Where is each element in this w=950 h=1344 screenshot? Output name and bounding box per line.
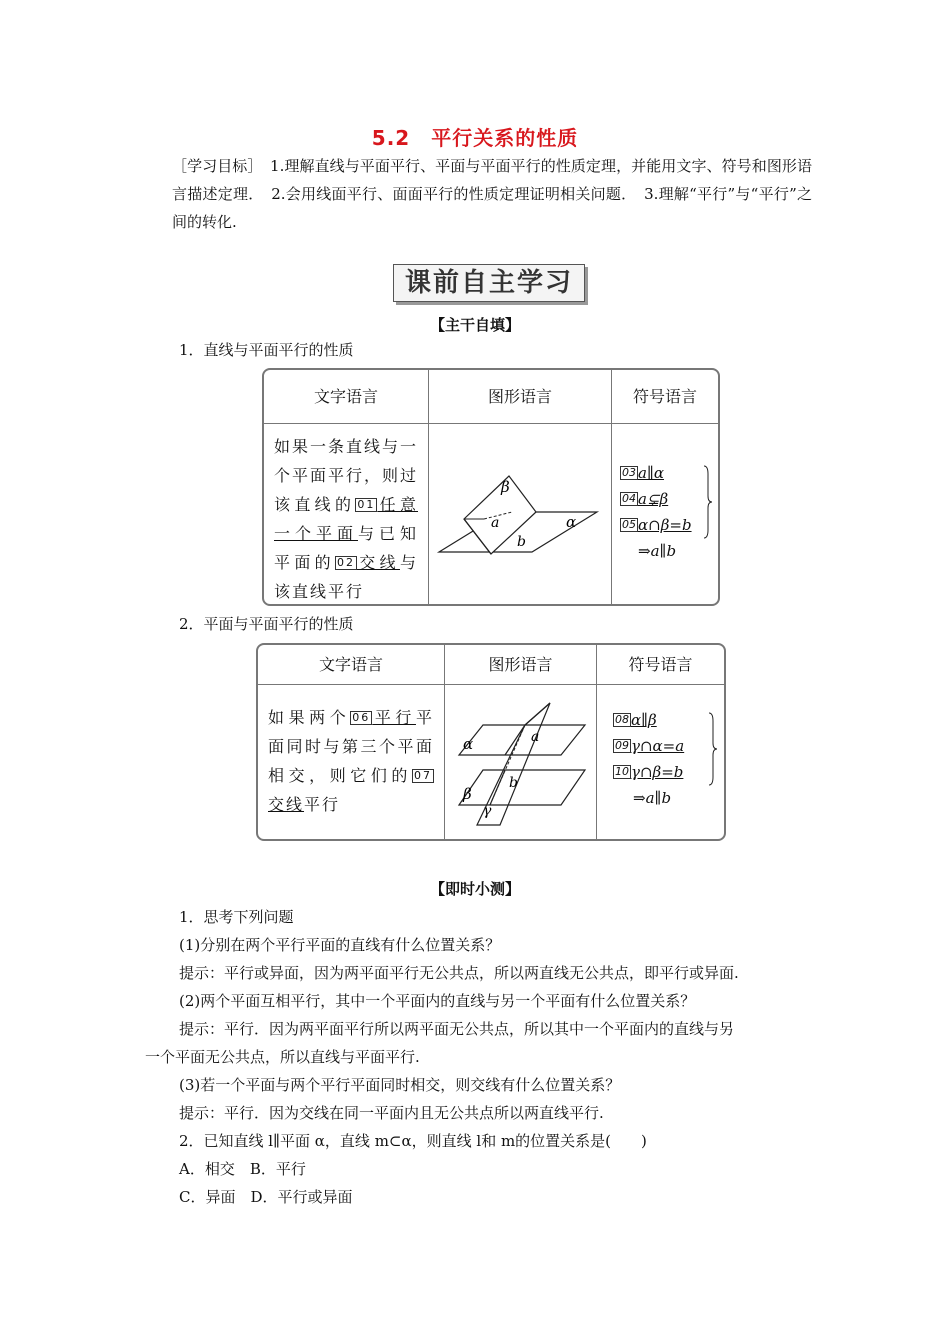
text-part: 平面同时与第三个平面相交，则它们的	[268, 708, 434, 785]
brace-icon	[707, 711, 719, 787]
item-1-heading: 1．直线与平面平行的性质	[179, 341, 354, 359]
quiz-line: 2．已知直线 l∥平面 α，直线 m⊂α，则直线 l和 m的位置关系是( )	[179, 1132, 647, 1150]
blank-number: 08	[615, 713, 629, 726]
symbol-answer: α∩β=b	[638, 516, 692, 534]
header-symbol-language: 符号语言	[612, 370, 718, 424]
quiz-line: 提示：平行．因为两平面平行所以两平面无公共点，所以其中一个平面内的直线与另	[179, 1020, 735, 1038]
plane-plane-diagram	[445, 685, 597, 839]
blank-number: 06	[352, 711, 371, 724]
text-part: 如果两个	[268, 708, 351, 727]
label-beta: β	[463, 785, 472, 803]
blank-number: 07	[414, 769, 432, 782]
quiz-line: (2)两个平面互相平行，其中一个平面内的直线与另一个平面有什么位置关系？	[179, 992, 696, 1010]
symbol-cell	[597, 685, 724, 839]
label-a: a	[531, 729, 540, 745]
header-symbol-language: 符号语言	[597, 645, 724, 685]
header-text-language: 文字语言	[264, 370, 429, 424]
quiz-line: 提示：平行或异面，因为两平面平行无公共点，所以两直线无公共点，即平行或异面.	[179, 964, 739, 982]
label-a: a	[491, 515, 500, 531]
blank-number: 05	[622, 518, 636, 531]
text-part: 与该直线平行	[274, 553, 418, 601]
line-a	[505, 725, 525, 755]
blank-number: 02	[336, 556, 355, 569]
table-line-plane	[262, 368, 720, 606]
blank-number: 04	[622, 492, 636, 505]
blank-answer: 交线	[268, 795, 305, 814]
section-heading-quiz: 【即时小测】	[429, 880, 520, 898]
label-alpha: α	[463, 735, 474, 753]
quiz-line: 提示：平行．因为交线在同一平面内且无公共点所以两直线平行.	[179, 1104, 604, 1122]
figure-cell	[445, 685, 597, 839]
theorem-text	[264, 424, 429, 604]
symbol-answer: a∥α	[638, 464, 665, 482]
label-alpha: α	[566, 513, 577, 531]
learning-objectives: ［学习目标］ 1.理解直线与平面平行、平面与平面平行的性质定理，并能用文字、符号和图形语言描述定理． 2.会用线面平行、面面平行的性质定理证明相关问题． 3.理解“平行”与“平行”之间的转化.	[172, 157, 812, 231]
blank-number: 10	[615, 765, 629, 778]
page-title: 5.2 平行关系的性质	[371, 126, 579, 150]
quiz-line: 一个平面无公共点，所以直线与平面平行.	[145, 1048, 420, 1066]
header-text-language: 文字语言	[258, 645, 445, 685]
quiz-line: (3)若一个平面与两个平行平面同时相交，则交线有什么位置关系？	[179, 1076, 621, 1094]
figure-cell	[429, 424, 612, 604]
symbol-answer: a⊊β	[638, 490, 669, 508]
conclusion: ⇒a∥b	[638, 542, 677, 560]
section-banner: 课前自主学习	[393, 264, 585, 302]
theorem-text	[258, 685, 445, 839]
text-part: 如果一条直线与一个平面平行，则过该直线的	[274, 437, 419, 514]
section-heading-main: 【主干自填】	[429, 316, 520, 334]
symbol-cell	[612, 424, 718, 604]
blank-number: 09	[615, 739, 629, 752]
answer-options: C．异面 D．平行或异面	[179, 1188, 353, 1206]
answer-options: A．相交 B．平行	[179, 1160, 306, 1178]
header-figure-language: 图形语言	[445, 645, 597, 685]
symbol-answer: γ∩α=a	[631, 737, 685, 755]
text-part: 与已知平面的	[274, 524, 418, 572]
blank-answer: 任意一个平面	[274, 495, 418, 543]
blank-answer: 交线	[356, 553, 400, 572]
blank-number: 03	[622, 466, 636, 479]
header-figure-language: 图形语言	[429, 370, 612, 424]
brace-icon	[702, 464, 714, 540]
symbol-answer: γ∩β=b	[631, 763, 684, 781]
blank-answer: 平行	[372, 708, 416, 727]
conclusion: ⇒a∥b	[633, 789, 672, 807]
quiz-line: 1．思考下列问题	[179, 908, 294, 926]
blank-number: 01	[357, 498, 376, 511]
table-plane-plane	[256, 643, 726, 841]
label-gamma: γ	[483, 803, 492, 819]
label-beta: β	[501, 478, 510, 496]
line-plane-diagram	[429, 424, 612, 604]
label-b: b	[517, 534, 526, 550]
plane-beta	[459, 770, 585, 805]
item-2-heading: 2．平面与平面平行的性质	[179, 615, 354, 633]
symbol-answer: α∥β	[631, 711, 657, 729]
label-b: b	[509, 775, 518, 791]
quiz-line: (1)分别在两个平行平面的直线有什么位置关系？	[179, 936, 501, 954]
text-part: 平行	[304, 795, 341, 814]
